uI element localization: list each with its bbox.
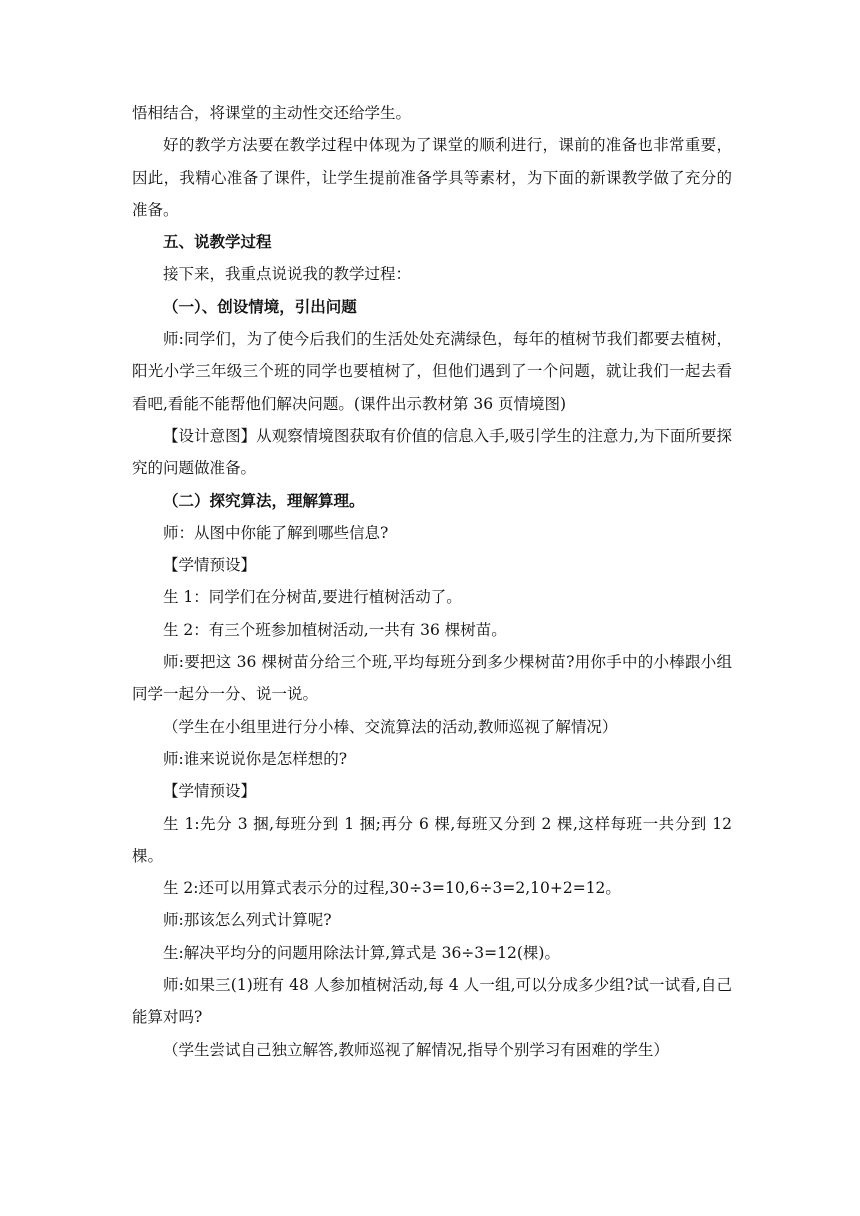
paragraph-independent-solving-note: （学生尝试自己独立解答,教师巡视了解情况,指导个别学习有困难的学生） xyxy=(163,1040,669,1059)
paragraph-teacher-ask-thinking: 师:谁来说说你是怎样想的? xyxy=(163,749,348,768)
paragraph-student-formula: 生:解决平均分的问题用除法计算,算式是 36÷3=12(棵)。 xyxy=(163,943,560,962)
subheading-explore-algorithm: （二）探究算法，理解算理。 xyxy=(163,490,365,510)
paragraph-design-intent: 【设计意图】从观察情境图获取有价值的信息入手,吸引学生的注意力,为下面所要探究的问题做准备。 xyxy=(132,426,732,478)
paragraph-teacher-ask-formula: 师:那该怎么列式计算呢? xyxy=(163,911,332,930)
paragraph-student-1-answer: 生 1：同学们在分树苗,要进行植树活动了。 xyxy=(163,588,462,607)
document-body xyxy=(132,97,732,1066)
section-heading-teaching-process: 五、说教学过程 xyxy=(163,232,272,252)
paragraph-continuation: 悟相结合，将课堂的主动性交还给学生。 xyxy=(132,104,412,122)
subheading-create-situation: （一）、创设情境，引出问题 xyxy=(163,296,357,316)
paragraph-teaching-preparation: 好的教学方法要在教学过程中体现为了课堂的顺利进行，课前的准备也非常重要，因此，我精心准备了课件，让学生提前准备学具等素材，为下面的新课教学做了充分的准备。 xyxy=(132,136,732,219)
paragraph-teacher-group-problem: 师:如果三(1)班有 48 人参加植树活动,每 4 人一组,可以分成多少组?试一试看,自己能算对吗? xyxy=(132,976,732,1027)
paragraph-teacher-question-info: 师：从图中你能了解到哪些信息? xyxy=(163,523,389,542)
paragraph-intro-process: 接下来，我重点说说我的教学过程： xyxy=(163,265,412,284)
paragraph-student-2-answer: 生 2：有三个班参加植树活动,一共有 36 棵树苗。 xyxy=(163,620,507,639)
paragraph-teacher-tree-planting: 师:同学们，为了使今后我们的生活处处充满绿色，每年的植树节我们都要去植树，阳光小学三年级三个班的同学也要植树了，但他们遇到了一个问题，就让我们一起去看看吧,看能不能帮他们解决问题。(课件出示教材第 36 页情境图) xyxy=(132,330,732,413)
paragraph-learning-preview-1: 【学情预设】 xyxy=(163,556,257,575)
paragraph-student-1-method: 生 1:先分 3 捆,每班分到 1 捆;再分 6 棵,每班又分到 2 棵,这样每班一共分到 12 棵。 xyxy=(132,814,732,865)
paragraph-teacher-division-task: 师:要把这 36 棵树苗分给三个班,平均每班分到多少棵树苗?用你手中的小棒跟小组同学一起分一分、说一说。 xyxy=(132,653,732,704)
paragraph-student-2-method: 生 2:还可以用算式表示分的过程,30÷3=10,6÷3=2,10+2=12。 xyxy=(163,879,621,898)
paragraph-group-activity-note: （学生在小组里进行分小棒、交流算法的活动,教师巡视了解情况） xyxy=(163,717,618,736)
paragraph-learning-preview-2: 【学情预设】 xyxy=(163,782,257,801)
